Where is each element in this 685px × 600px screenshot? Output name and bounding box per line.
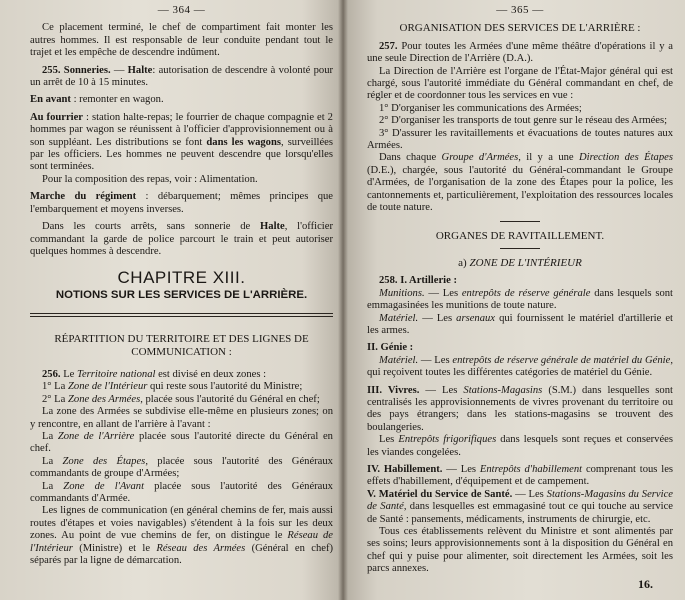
paragraph-groupe: Dans chaque Groupe d'Armées, il y a une Direction des Étapes (D.E.), chargée, sous l'autorité du Général-commandant le Groupe d'Armées, de l'organisation de la zone des Étapes pour la police, les cantonnements et, particulièrement, l'exploitation des ressources locales de toute nature. — [367, 152, 673, 214]
term-marche-du-regiment: Marche du régiment — [30, 191, 137, 203]
double-rule-divider — [30, 313, 333, 317]
section-title-organes: ORGANES DE RAVITAILLEMENT. — [435, 229, 605, 242]
paragraph-vivres: III. Vivres. — Les Stations-Magasins (S.M.) dans lesquelles sont centralisés les approvisionnements de vivres provenant du territoire ou des pays étrangers; dans les stations-magasins se trouvent des boulangeries. — [367, 384, 673, 433]
paragraph-repas: Pour la composition des repas, voir : Alimentation. — [42, 173, 258, 185]
paragraph-258: 258. I. Artillerie : — [379, 275, 457, 287]
right-page — [343, 0, 685, 600]
paragraph-subdivision: La zone des Armées se subdivise elle-même en plusieurs zones; on y rencontre, en allant de l'arrière à l'avant : — [30, 406, 333, 430]
paragraph-materiel-artillerie: Matériel. — Les arsenaux qui fournissent le matériel d'artillerie et les armes. — [367, 312, 673, 336]
intro-paragraph: Ce placement terminé, le chef de compartiment fait monter les autres hommes. Il est responsable de leur conduite pendant tout le trajet et les empêche de descendre indûment. — [30, 22, 333, 59]
paragraph-en-avant: En avant : remonter en wagon. — [30, 94, 164, 106]
chapter-heading: CHAPITRE XIII. — [117, 268, 246, 288]
chapter-subtitle: NOTIONS SUR LES SERVICES DE L'ARRIÈRE. — [55, 288, 308, 301]
paragraph-256: 256. Le Territoire national est divisé en deux zones : — [42, 368, 267, 380]
term-artillerie: I. Artillerie : — [400, 275, 457, 287]
paragraph-au-fourrier: Au fourrier : station halte-repas; le fourrier de chaque compagnie et 2 hommes par wagon se réunissent à l'officier d'approvisionnement ou à son suppléant. Les distributions se font dans les wagons, surveillées par les officiers. Les hommes ne peuvent descendre que lorsqu'elles sont terminées. — [30, 111, 333, 173]
term-au-fourrier: Au fourrier — [30, 111, 84, 123]
paragraph-materiel-genie: Matériel. — Les entrepôts de réserve générale de matériel du Génie, qui reçoivent toutes les différentes catégories de matériel du Génie. — [367, 354, 673, 379]
page-number-364: — 364 — — [157, 4, 206, 16]
paragraph-lignes: Les lignes de communication (en général chemins de fer, mais aussi routes d'étapes et voies navigables) s'étendent à la fois sur les deux zones. Au point de vue chemins de fer, on distingue le Réseau de l'Intérieur (Ministre) et le Réseau des Armées (Général en chef) séparés par la ligne de démarcation. — [30, 505, 333, 567]
paragraph-255: 255. Sonneries. — Halte: autorisation de descendre à volonté pour un arrêt de 10 à 15 minutes. — [30, 64, 334, 89]
paragraph-sante: V. Matériel du Service de Santé. — Les Stations-Magasins du Service de Santé, dans lesquelles est emmagasiné tout ce qui touche au service de Santé : pansements, médicaments, instruments de chirurgie, etc. — [367, 488, 674, 525]
list-item-2: 2° D'organiser les transports de tout genre sur le réseau des Armées; — [379, 115, 668, 127]
zone-item-2: 2° La Zone des Armées, placée sous l'autorité du Général en chef; — [42, 393, 320, 405]
term-halte: Halte — [127, 64, 153, 76]
term-sonneries: Sonneries. — [63, 64, 111, 76]
heading-genie: II. Génie : — [367, 342, 414, 354]
short-rule-divider-2 — [500, 248, 540, 249]
paragraph-habillement: IV. Habillement. — Les Entrepôts d'habillement comprenant tous les effets d'habillement, d'équipement et de campement. — [367, 464, 674, 488]
paragraph-courts-arrets: Dans les courts arrêts, sans sonnerie de Halte, l'officier commandant la garde de police parcourt le train et peut autoriser quelques hommes à descendre. — [30, 221, 333, 257]
paragraph-257: 257. Pour toutes les Armées d'une même théâtre d'opérations il y a une seule Direction de l'Arrière (D.A.). — [367, 40, 673, 65]
zone-item-1: 1° La Zone de l'Intérieur qui reste sous l'autorité du Ministre; — [42, 381, 303, 393]
zone-avant: La Zone de l'Avant placée sous l'autorité des Généraux commandants d'Armée. — [30, 480, 333, 504]
paragraph-etablissements: Tous ces établissements relèvent du Ministre et sont alimentés par ses soins; leurs approvisionnements sont à la disposition du Général en chef qui y puise pour alimenter, soit directement les Armées, soit les parcs annexes. — [367, 526, 673, 575]
short-rule-divider — [500, 221, 540, 222]
zone-etapes: La Zone des Étapes, placée sous l'autorité des Généraux commandants de groupe d'Armées; — [30, 455, 333, 480]
signature-mark: 16. — [638, 576, 653, 591]
subsection-zone-interieur: a) ZONE DE L'INTÉRIEUR — [458, 256, 582, 269]
paragraph-direction: La Direction de l'Arrière est l'organe de l'État-Major général qui est chargé, sous l'autorité immédiate du Général commandant en chef, de régler et de coordonner tous les services en vue : — [367, 65, 673, 102]
page-number-365: — 365 — — [496, 4, 544, 16]
section-title-organisation: ORGANISATION DES SERVICES DE L'ARRIÈRE : — [399, 22, 641, 35]
paragraph-frigorifiques: Les Entrepôts frigorifiques dans lesquels sont reçues et conservées les viandes congelées. — [367, 434, 673, 458]
paragraph-munitions: Munitions. — Les entrepôts de réserve générale dans lesquels sont emmagasinées les munitions de toute nature. — [367, 287, 673, 312]
term-en-avant: En avant — [30, 94, 71, 106]
paragraph-number: 255. — [42, 64, 61, 76]
list-item-1: 1° D'organiser les communications des Armées; — [379, 102, 582, 114]
list-item-3: 3° D'assurer les ravitaillements et évacuations de toutes natures aux Armées. — [367, 127, 673, 152]
book-gutter — [338, 0, 348, 600]
paragraph-marche: Marche du régiment : débarquement; mêmes principes que l'embarquement et moyens inverses. — [30, 191, 333, 215]
zone-arriere: La Zone de l'Arrière placée sous l'autorité directe du Général en chef. — [30, 430, 333, 455]
section-title-repartition: RÉPARTITION DU TERRITOIRE ET DES LIGNES DE COMMUNICATION : — [54, 333, 309, 358]
